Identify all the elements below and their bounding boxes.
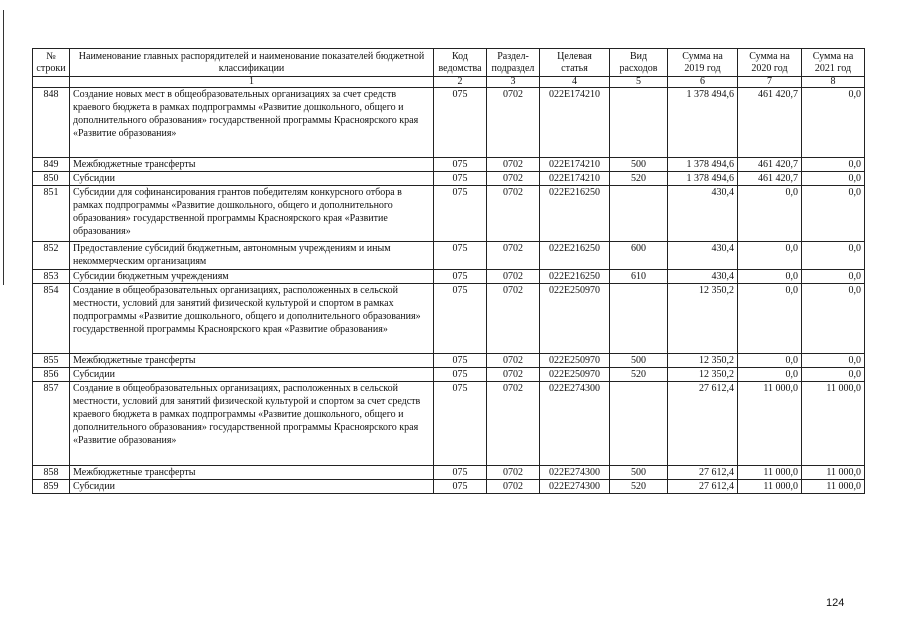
department-code-cell: 075	[434, 186, 487, 242]
sum-2019-cell: 27 612,4	[668, 466, 738, 480]
target-article-cell: 022E174210	[540, 88, 610, 158]
sum-2021-cell: 11 000,0	[802, 480, 865, 494]
sum-2021-cell: 0,0	[802, 186, 865, 242]
department-code-cell: 075	[434, 284, 487, 354]
department-code-cell: 075	[434, 382, 487, 466]
department-code-cell: 075	[434, 158, 487, 172]
section-code-cell: 0702	[487, 466, 540, 480]
page-number: 124	[826, 597, 845, 609]
sum-2019-cell: 12 350,2	[668, 354, 738, 368]
row-number-cell: 857	[33, 382, 70, 466]
col-header-row-number: № строки	[33, 49, 70, 77]
column-number-cell: 2	[434, 77, 487, 88]
sum-2021-cell: 0,0	[802, 284, 865, 354]
target-article-cell: 022E216250	[540, 242, 610, 270]
sum-2021-cell: 0,0	[802, 242, 865, 270]
table-row	[33, 382, 865, 466]
target-article-cell: 022E216250	[540, 186, 610, 242]
section-code-cell: 0702	[487, 270, 540, 284]
col-header-expense-type: Вид расходов	[610, 49, 668, 77]
row-name-cell: Субсидии бюджетным учреждениям	[70, 270, 434, 284]
col-header-sum-2019: Сумма на 2019 год	[668, 49, 738, 77]
expense-type-cell	[610, 284, 668, 354]
target-article-cell: 022E274300	[540, 382, 610, 466]
row-name-cell: Субсидии	[70, 480, 434, 494]
sum-2019-cell: 430,4	[668, 242, 738, 270]
row-name-cell: Создание в общеобразовательных организациях, расположенных в сельской местности, условий для занятий физической культурой и спортом в рамках подпрограммы «Развитие дошкольного, общего и дополнительного образования» государственной программы Красноярского края «Развитие образования»	[70, 284, 434, 354]
section-code-cell: 0702	[487, 172, 540, 186]
margin-line	[3, 10, 4, 285]
expense-type-cell: 500	[610, 466, 668, 480]
section-code-cell: 0702	[487, 242, 540, 270]
row-number-cell: 851	[33, 186, 70, 242]
row-number-cell: 855	[33, 354, 70, 368]
sum-2021-cell: 0,0	[802, 368, 865, 382]
table-row	[33, 242, 865, 270]
sum-2020-cell: 0,0	[738, 354, 802, 368]
row-number-cell: 856	[33, 368, 70, 382]
sum-2020-cell: 11 000,0	[738, 466, 802, 480]
department-code-cell: 075	[434, 354, 487, 368]
expense-type-cell	[610, 382, 668, 466]
table-row	[33, 284, 865, 354]
row-name-cell: Субсидии	[70, 368, 434, 382]
column-number-cell: 1	[70, 77, 434, 88]
col-header-sum-2020: Сумма на 2020 год	[738, 49, 802, 77]
row-number-cell: 858	[33, 466, 70, 480]
department-code-cell: 075	[434, 480, 487, 494]
section-code-cell: 0702	[487, 480, 540, 494]
row-name-cell: Межбюджетные трансферты	[70, 466, 434, 480]
column-number-cell: 8	[802, 77, 865, 88]
table-row	[33, 480, 865, 494]
sum-2019-cell: 430,4	[668, 186, 738, 242]
row-name-cell: Межбюджетные трансферты	[70, 354, 434, 368]
sum-2020-cell: 0,0	[738, 368, 802, 382]
target-article-cell: 022E250970	[540, 368, 610, 382]
table-row	[33, 172, 865, 186]
row-name-cell: Создание в общеобразовательных организациях, расположенных в сельской местности, условий для занятий физической культурой и спортом за счет средств краевого бюджета в рамках подпрограммы «Развитие дошкольного, общего и дополнительного образования» государственной программы Красноярского края «Развитие образования»	[70, 382, 434, 466]
row-name-cell: Межбюджетные трансферты	[70, 158, 434, 172]
department-code-cell: 075	[434, 242, 487, 270]
row-number-cell: 859	[33, 480, 70, 494]
expense-type-cell: 500	[610, 354, 668, 368]
sum-2021-cell: 11 000,0	[802, 466, 865, 480]
row-name-cell: Субсидии для софинансирования грантов победителям конкурсного отбора в рамках подпрограммы «Развитие дошкольного, общего и дополнительного образования» государственной программы Красноярского края «Развитие образования»	[70, 186, 434, 242]
sum-2020-cell: 0,0	[738, 284, 802, 354]
expense-type-cell	[610, 186, 668, 242]
sum-2021-cell: 0,0	[802, 270, 865, 284]
target-article-cell: 022E250970	[540, 354, 610, 368]
expense-type-cell: 520	[610, 480, 668, 494]
column-number-row	[33, 77, 865, 88]
department-code-cell: 075	[434, 466, 487, 480]
col-header-section: Раздел-подраздел	[487, 49, 540, 77]
sum-2021-cell: 0,0	[802, 88, 865, 158]
sum-2019-cell: 430,4	[668, 270, 738, 284]
expense-type-cell: 500	[610, 158, 668, 172]
row-number-cell: 854	[33, 284, 70, 354]
section-code-cell: 0702	[487, 354, 540, 368]
sum-2020-cell: 0,0	[738, 270, 802, 284]
sum-2020-cell: 0,0	[738, 186, 802, 242]
target-article-cell: 022E274300	[540, 480, 610, 494]
target-article-cell: 022E274300	[540, 466, 610, 480]
expense-type-cell: 600	[610, 242, 668, 270]
table-row	[33, 88, 865, 158]
section-code-cell: 0702	[487, 158, 540, 172]
section-code-cell: 0702	[487, 382, 540, 466]
table-row	[33, 186, 865, 242]
sum-2019-cell: 27 612,4	[668, 382, 738, 466]
col-header-name: Наименование главных распорядителей и наименование показателей бюджетной классификации	[70, 49, 434, 77]
sum-2020-cell: 461 420,7	[738, 88, 802, 158]
sum-2019-cell: 1 378 494,6	[668, 172, 738, 186]
sum-2020-cell: 461 420,7	[738, 158, 802, 172]
target-article-cell: 022E174210	[540, 172, 610, 186]
header-row	[33, 49, 865, 77]
sum-2021-cell: 0,0	[802, 354, 865, 368]
sum-2020-cell: 0,0	[738, 242, 802, 270]
column-number-cell: 7	[738, 77, 802, 88]
expense-type-cell: 610	[610, 270, 668, 284]
target-article-cell: 022E174210	[540, 158, 610, 172]
col-header-target-article: Целевая статья	[540, 49, 610, 77]
section-code-cell: 0702	[487, 186, 540, 242]
sum-2021-cell: 0,0	[802, 158, 865, 172]
row-name-cell: Субсидии	[70, 172, 434, 186]
expense-type-cell	[610, 88, 668, 158]
row-number-cell: 852	[33, 242, 70, 270]
target-article-cell: 022E216250	[540, 270, 610, 284]
expense-type-cell: 520	[610, 368, 668, 382]
department-code-cell: 075	[434, 172, 487, 186]
column-number-cell: 4	[540, 77, 610, 88]
department-code-cell: 075	[434, 368, 487, 382]
sum-2021-cell: 0,0	[802, 172, 865, 186]
sum-2019-cell: 1 378 494,6	[668, 88, 738, 158]
row-name-cell: Предоставление субсидий бюджетным, автономным учреждениям и иным некоммерческим организациям	[70, 242, 434, 270]
sum-2019-cell: 1 378 494,6	[668, 158, 738, 172]
sum-2020-cell: 11 000,0	[738, 382, 802, 466]
target-article-cell: 022E250970	[540, 284, 610, 354]
row-number-cell: 849	[33, 158, 70, 172]
table-row	[33, 368, 865, 382]
sum-2019-cell: 12 350,2	[668, 284, 738, 354]
row-number-cell: 850	[33, 172, 70, 186]
row-number-cell: 853	[33, 270, 70, 284]
section-code-cell: 0702	[487, 284, 540, 354]
column-number-cell: 6	[668, 77, 738, 88]
table-row	[33, 354, 865, 368]
column-number-cell	[33, 77, 70, 88]
sum-2019-cell: 12 350,2	[668, 368, 738, 382]
sum-2020-cell: 11 000,0	[738, 480, 802, 494]
sum-2019-cell: 27 612,4	[668, 480, 738, 494]
col-header-department-code: Код ведомства	[434, 49, 487, 77]
sum-2020-cell: 461 420,7	[738, 172, 802, 186]
department-code-cell: 075	[434, 270, 487, 284]
section-code-cell: 0702	[487, 88, 540, 158]
expense-type-cell: 520	[610, 172, 668, 186]
sum-2021-cell: 11 000,0	[802, 382, 865, 466]
budget-table	[32, 48, 865, 494]
row-name-cell: Создание новых мест в общеобразовательных организациях за счет средств краевого бюджета в рамках подпрограммы «Развитие дошкольного, общего и дополнительного образования» государственной программы Красноярского края «Развитие образования»	[70, 88, 434, 158]
table-row	[33, 466, 865, 480]
col-header-sum-2021: Сумма на 2021 год	[802, 49, 865, 77]
section-code-cell: 0702	[487, 368, 540, 382]
row-number-cell: 848	[33, 88, 70, 158]
column-number-cell: 5	[610, 77, 668, 88]
department-code-cell: 075	[434, 88, 487, 158]
table-row	[33, 270, 865, 284]
column-number-cell: 3	[487, 77, 540, 88]
table-row	[33, 158, 865, 172]
